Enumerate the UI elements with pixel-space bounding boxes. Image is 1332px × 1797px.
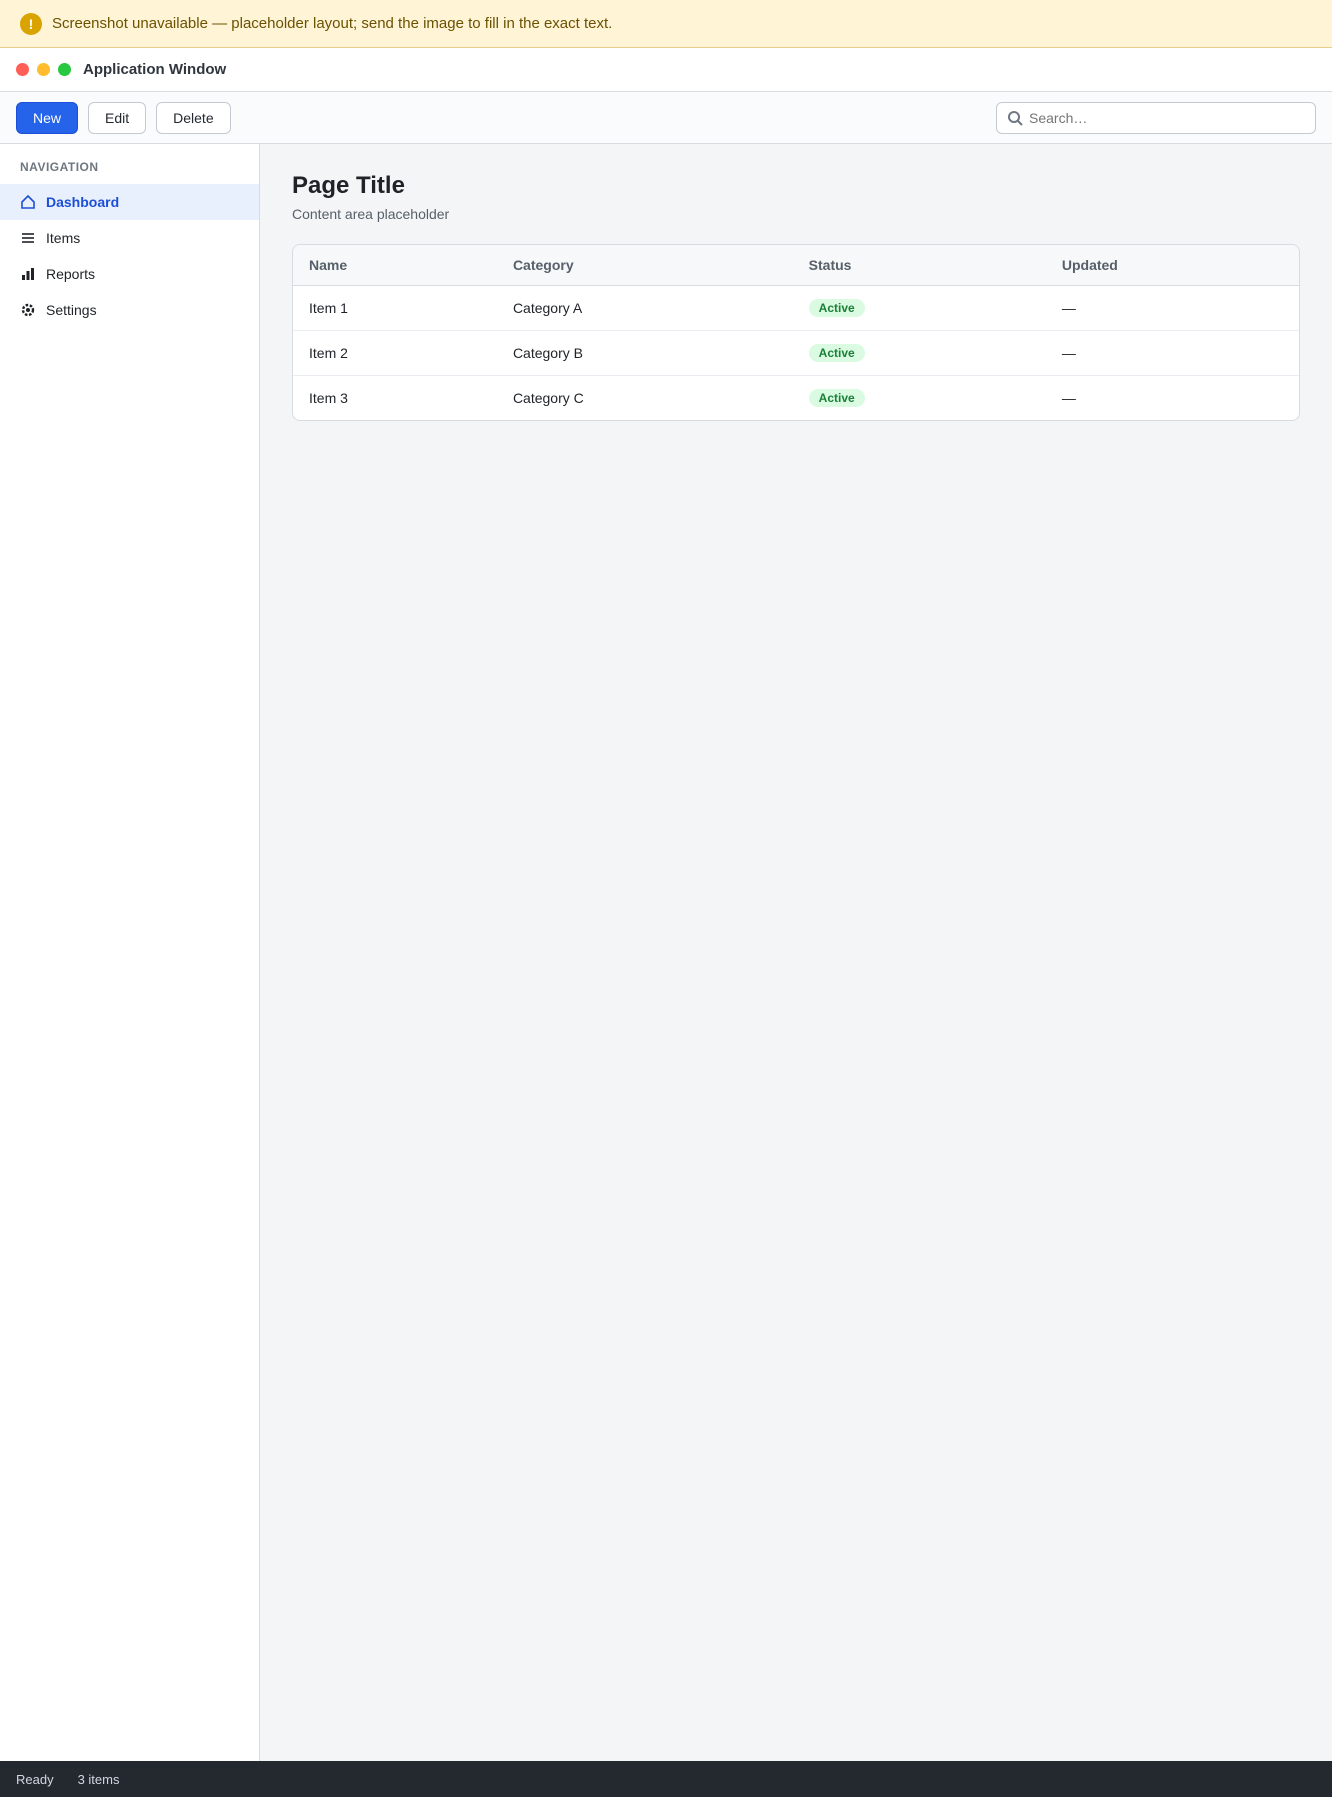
placeholder-notice [0,0,1332,48]
close-window-button[interactable] [16,63,29,76]
table-header-row [293,245,1299,286]
gear-icon [20,302,36,318]
toolbar [0,92,1332,144]
new-button[interactable]: New [16,102,78,134]
table-cell: Category B [497,331,793,376]
table-cell [793,331,1046,376]
sidebar-item-settings[interactable] [0,292,259,328]
window-controls [16,63,71,76]
table-cell: — [1046,331,1299,376]
table-cell [793,286,1046,331]
status-badge: Active [809,389,865,407]
sidebar-item-label: Reports [46,266,96,282]
minimize-window-button[interactable] [37,63,50,76]
sidebar-item-label: Dashboard [46,194,120,210]
delete-button[interactable]: Delete [156,102,230,134]
main-content [260,144,1332,1761]
item-count: 3 items [77,1771,120,1787]
table-cell: Category A [497,286,793,331]
status-bar [0,1761,1332,1797]
sidebar-item-label: Items [46,230,81,246]
sidebar-item-label: Settings [46,302,97,318]
status-badge: Active [809,299,865,317]
sidebar [0,144,260,1761]
table-row[interactable] [293,331,1299,376]
chart-icon [20,266,36,282]
title-bar [0,48,1332,92]
warning-icon: ! [20,13,42,35]
page-subtitle: Content area placeholder [292,206,450,222]
table-row[interactable] [293,376,1299,421]
sidebar-item-reports[interactable] [0,256,259,292]
data-table-card [292,244,1300,421]
table-cell: Category C [512,390,584,406]
table-cell [793,376,1046,421]
sidebar-heading: NAVIGATION [20,160,99,174]
search-icon [1007,110,1023,126]
table-cell: Item 1 [293,286,497,331]
table-cell: — [1046,286,1299,331]
home-icon [20,194,36,210]
maximize-window-button[interactable] [58,63,71,76]
table-cell: Item 2 [293,331,497,376]
data-table [293,245,1299,420]
table-cell: Item 3 [309,390,348,406]
window-title: Application Window [83,61,227,78]
column-header[interactable]: Category [497,245,793,286]
column-header[interactable]: Name [293,245,497,286]
page-title: Page Title [292,172,405,199]
table-cell: — [1061,390,1076,406]
column-header[interactable]: Updated [1046,245,1299,286]
column-header[interactable]: Status [793,245,1046,286]
status-badge: Active [809,344,865,362]
search-input[interactable] [1029,110,1305,126]
list-icon [20,230,36,246]
status-text: Ready [16,1771,54,1787]
edit-button[interactable]: Edit [88,102,146,134]
table-row[interactable] [293,286,1299,331]
sidebar-item-dashboard[interactable] [0,184,259,220]
sidebar-item-items[interactable] [0,220,259,256]
search-box[interactable] [996,102,1316,134]
notice-text: Screenshot unavailable — placeholder layout; send the image to fill in the exact text. [52,15,613,32]
